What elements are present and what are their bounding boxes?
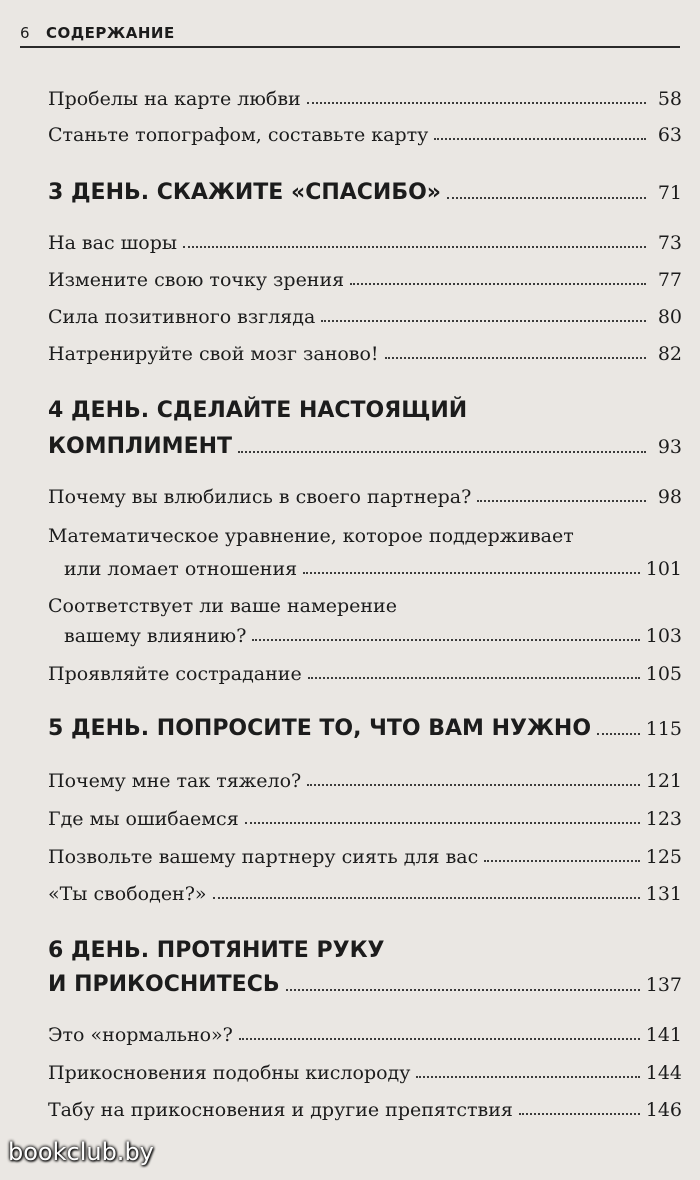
dot-leader <box>307 782 640 786</box>
toc-chapter <box>48 434 682 459</box>
toc-chapter <box>48 180 682 205</box>
toc-entry-title: Натренируйте свой мозг заново! <box>48 343 379 365</box>
toc-entry-page: 144 <box>645 1062 682 1084</box>
dot-leader <box>597 731 640 735</box>
dot-leader <box>308 675 640 679</box>
toc-entry-page: 63 <box>657 124 682 146</box>
page-number: 6 <box>20 24 31 42</box>
toc-entry-page: 73 <box>657 232 682 254</box>
toc-entry <box>48 663 682 685</box>
toc-entry-title: Станьте топографом, составьте карту <box>48 124 429 146</box>
toc-entry-title: Прикосновения подобны кислороду <box>48 1062 411 1084</box>
toc-entry-page: 125 <box>645 846 682 868</box>
dot-leader <box>385 355 646 359</box>
toc-entry <box>64 558 682 580</box>
dot-leader <box>303 570 640 574</box>
toc-chapter-page: 93 <box>657 436 682 458</box>
toc-entry-page: 98 <box>657 486 682 508</box>
toc-entry-title: Позвольте вашему партнеру сиять для вас <box>48 846 479 868</box>
toc-entry-page: 82 <box>657 343 682 365</box>
dot-leader <box>416 1074 639 1078</box>
dot-leader <box>484 858 639 862</box>
toc-entry-page: 103 <box>645 625 682 647</box>
toc-entry-page: 77 <box>657 269 682 291</box>
toc-chapter-page: 115 <box>645 718 682 740</box>
toc-entry <box>48 88 682 110</box>
toc-entry <box>48 1062 682 1084</box>
toc-chapter-title: 3 ДЕНЬ. СКАЖИТЕ «СПАСИБО» <box>48 180 442 205</box>
toc-entry-title: или ломает отношения <box>64 558 298 580</box>
toc-chapter-title-line1: 4 ДЕНЬ. СДЕЛАЙТЕ НАСТОЯЩИЙ <box>48 398 468 423</box>
toc-entry-page: 141 <box>645 1024 682 1046</box>
toc-entry <box>48 808 682 830</box>
toc-entry-title: вашему влиянию? <box>64 625 247 647</box>
toc-entry-title: Измените свою точку зрения <box>48 269 345 291</box>
toc-entry <box>48 269 682 291</box>
dot-leader <box>213 895 640 899</box>
toc-entry-title-line1: Соответствует ли ваше намерение <box>48 595 397 617</box>
toc-entry-title: Где мы ошибаемся <box>48 808 239 830</box>
dot-leader <box>286 987 640 991</box>
toc-entry-title: Сила позитивного взгляда <box>48 306 316 328</box>
toc-entry-title: Табу на прикосновения и другие препятствия <box>48 1099 513 1121</box>
toc-chapter-title-line1: 6 ДЕНЬ. ПРОТЯНИТЕ РУКУ <box>48 938 385 963</box>
dot-leader <box>434 136 646 140</box>
dot-leader <box>239 1036 640 1040</box>
toc-entry-page: 121 <box>645 770 682 792</box>
watermark: bookclub.by <box>8 1138 154 1166</box>
toc-entry-title-line1: Математическое уравнение, которое поддерживает <box>48 525 574 547</box>
toc-entry <box>48 486 682 508</box>
toc-entry-page: 58 <box>657 88 682 110</box>
dot-leader <box>321 318 646 322</box>
toc-entry <box>48 1099 682 1121</box>
toc-chapter <box>48 972 682 997</box>
toc-chapter <box>48 716 682 741</box>
toc-chapter-title: КОМПЛИМЕНТ <box>48 434 233 459</box>
toc-entry <box>48 232 682 254</box>
toc-entry-page: 101 <box>645 558 682 580</box>
toc-entry-page: 105 <box>645 663 682 685</box>
dot-leader <box>519 1111 640 1115</box>
toc-entry <box>48 770 682 792</box>
toc-entry-page: 131 <box>645 883 682 905</box>
toc-entry <box>48 306 682 328</box>
dot-leader <box>307 100 646 104</box>
toc-chapter-page: 137 <box>645 974 682 996</box>
toc-entry <box>64 625 682 647</box>
toc-entry-title: Проявляйте сострадание <box>48 663 302 685</box>
toc-entry-title: «Ты свободен?» <box>48 883 207 905</box>
dot-leader <box>183 244 646 248</box>
toc-entry-page: 80 <box>657 306 682 328</box>
toc-entry <box>48 124 682 146</box>
toc-chapter-title: И ПРИКОСНИТЕСЬ <box>48 972 280 997</box>
dot-leader <box>238 449 646 453</box>
toc-entry-page: 123 <box>645 808 682 830</box>
toc-entry-title: Это «нормально»? <box>48 1024 233 1046</box>
dot-leader <box>350 281 646 285</box>
toc-entry <box>48 343 682 365</box>
page-title: СОДЕРЖАНИЕ <box>46 24 175 42</box>
dot-leader <box>252 637 639 641</box>
toc-chapter-page: 71 <box>657 182 682 204</box>
toc-chapter-title: 5 ДЕНЬ. ПОПРОСИТЕ ТО, ЧТО ВАМ НУЖНО <box>48 716 592 741</box>
toc-entry-title: Почему мне так тяжело? <box>48 770 302 792</box>
toc-entry-title: На вас шоры <box>48 232 178 254</box>
toc-entry-title: Почему вы влюбились в своего партнера? <box>48 486 472 508</box>
toc-entry <box>48 846 682 868</box>
dot-leader <box>447 195 646 199</box>
dot-leader <box>477 498 646 502</box>
toc-entry-title: Пробелы на карте любви <box>48 88 301 110</box>
toc-entry <box>48 883 682 905</box>
toc-entry <box>48 1024 682 1046</box>
dot-leader <box>245 820 640 824</box>
toc-entry-page: 146 <box>645 1099 682 1121</box>
